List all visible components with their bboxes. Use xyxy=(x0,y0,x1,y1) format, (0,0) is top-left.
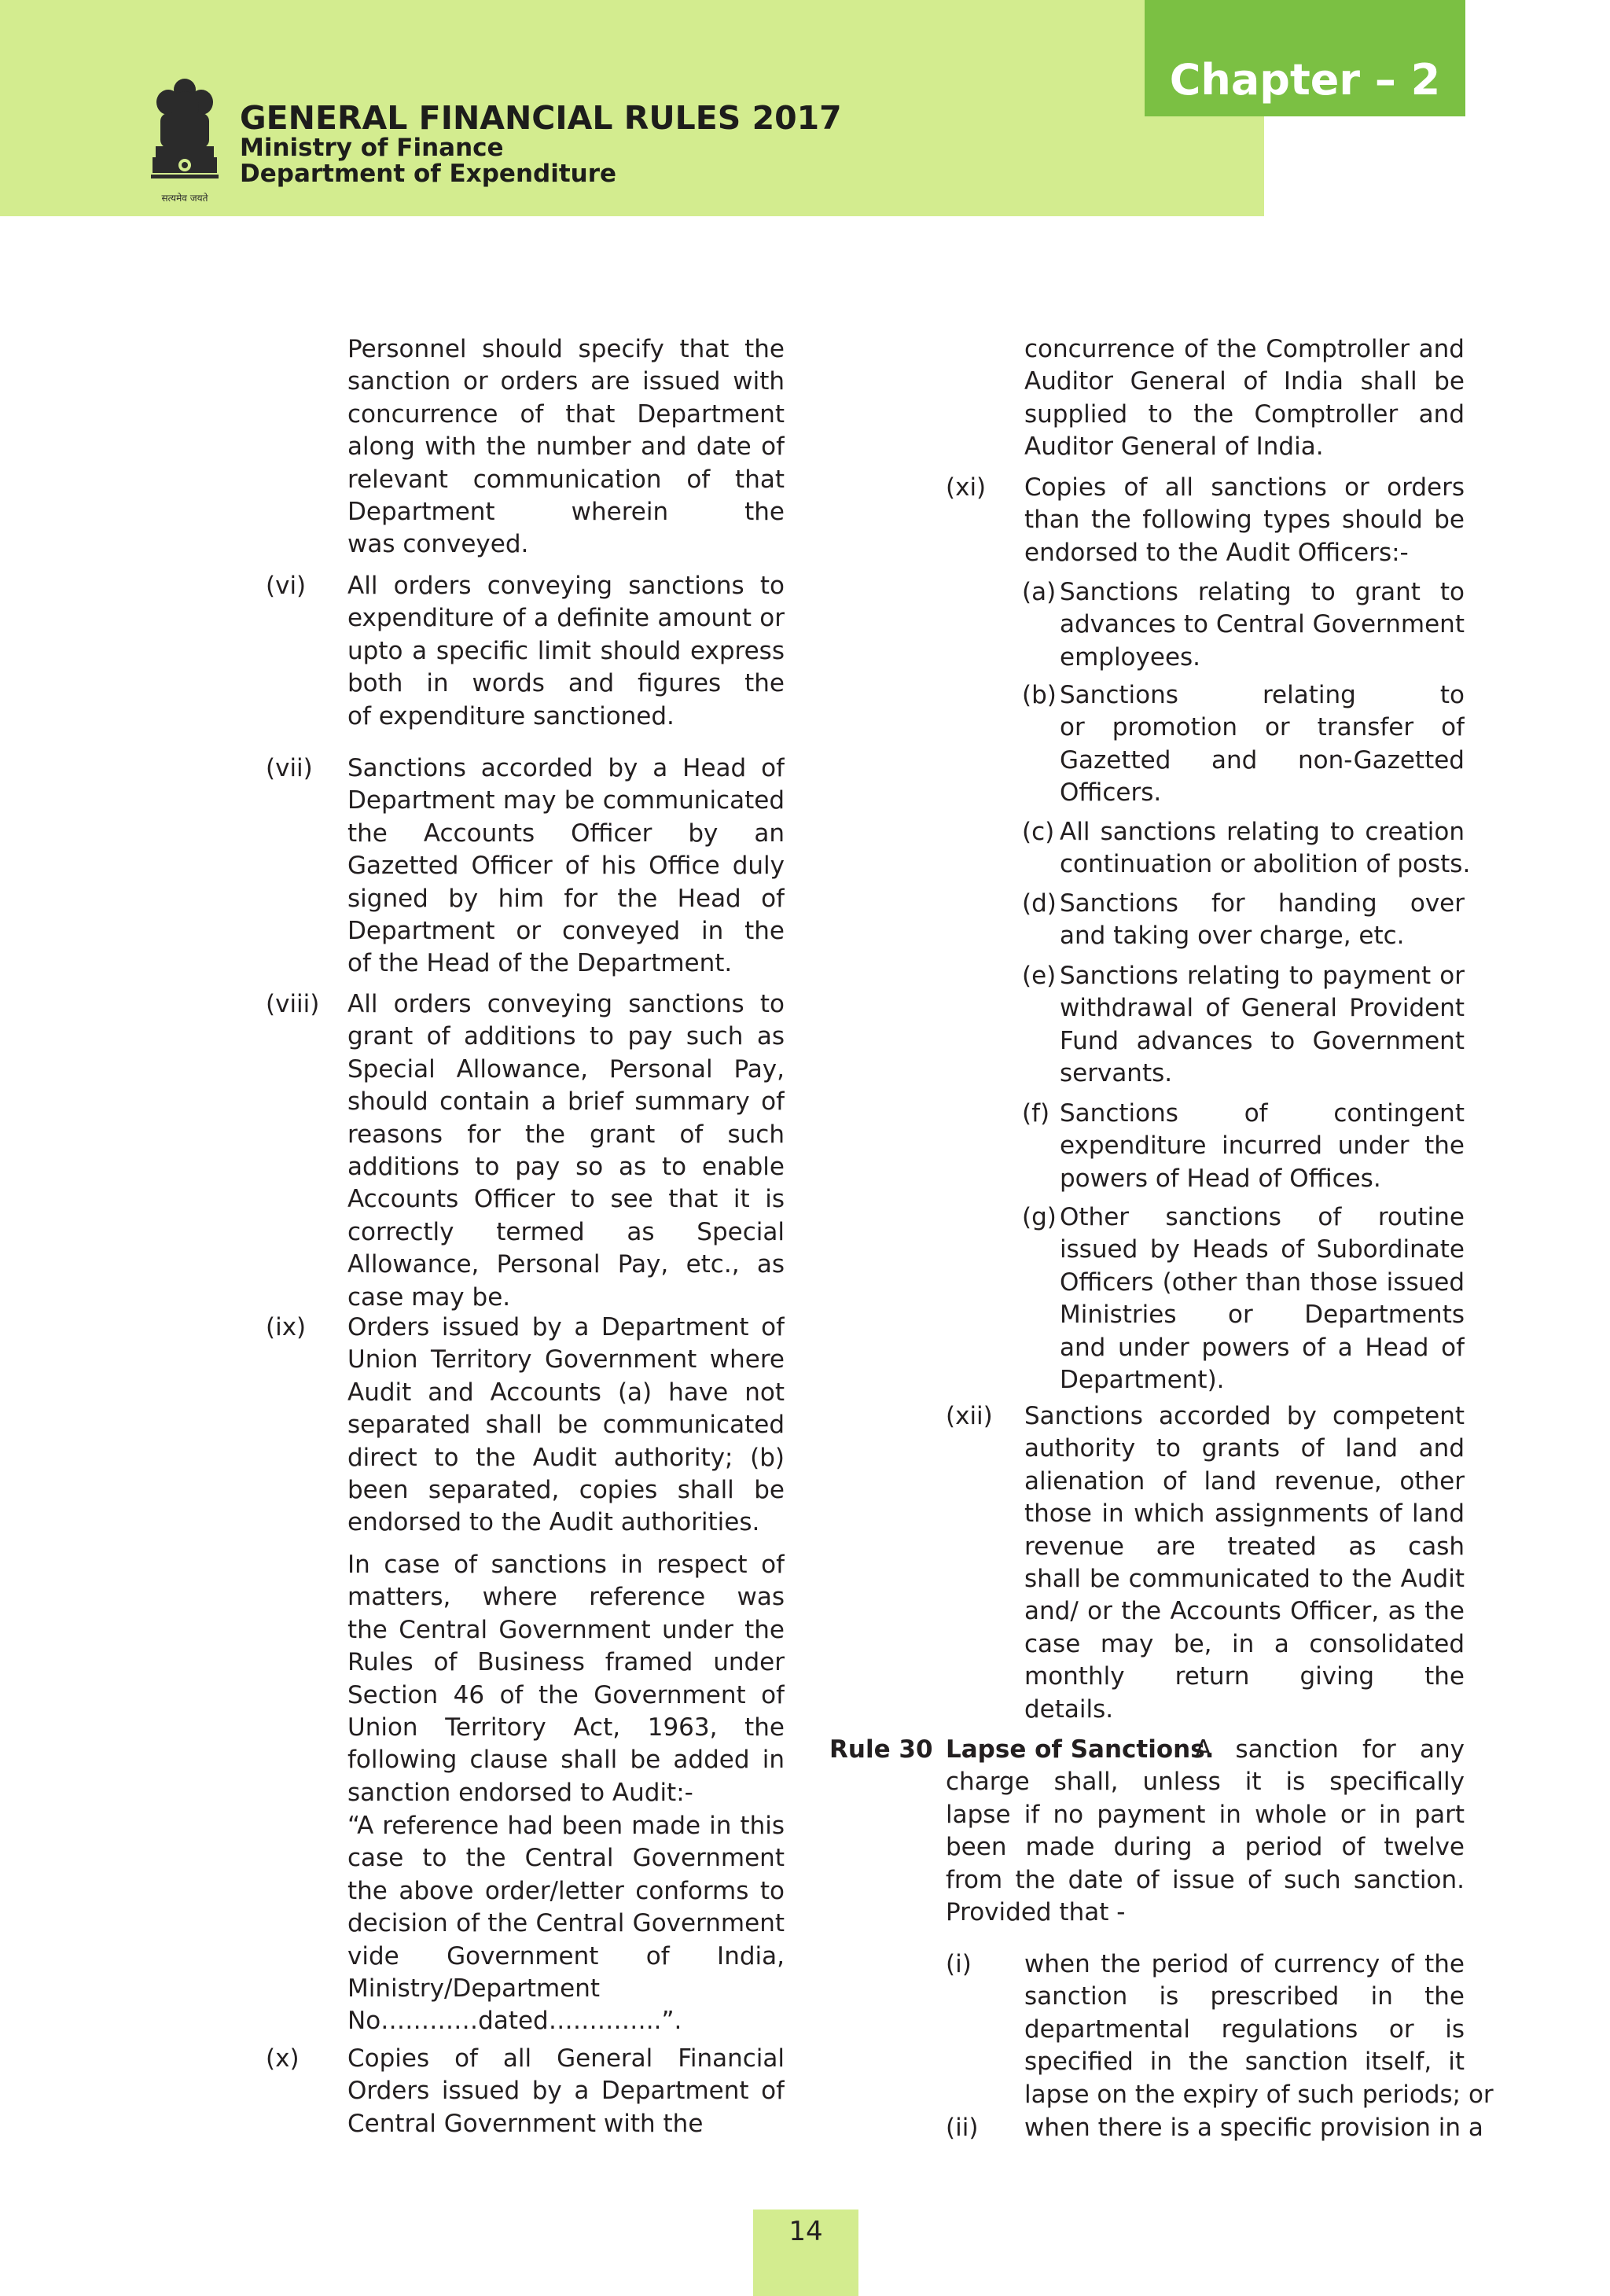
text-line: sanction endorsed to Audit:- xyxy=(347,1778,693,1807)
text-line: monthly return giving the xyxy=(1024,1662,1465,1691)
text-line: Department or conveyed in the xyxy=(347,917,785,945)
text-line: issued by Heads of Subordinate xyxy=(1060,1235,1465,1264)
text-line: endorsed to the Audit authorities. xyxy=(347,1508,760,1537)
text-line: Rules of Business framed under xyxy=(347,1648,785,1677)
text-line: Department may be communicated xyxy=(347,786,785,815)
text-line: Auditor General of India shall be xyxy=(1024,367,1465,396)
text-line: Provided that - xyxy=(946,1898,1126,1926)
text-line: when there is a specific provision in a xyxy=(1024,2114,1483,2142)
text-line: “A reference had been made in this xyxy=(347,1812,785,1840)
text-line: separated shall be communicated xyxy=(347,1411,785,1440)
department-name: Department of Expenditure xyxy=(240,160,617,188)
rule-number: Rule 30 xyxy=(829,1735,933,1764)
text-line: details. xyxy=(1024,1694,1114,1724)
item-marker: (g) xyxy=(1022,1203,1057,1231)
text-line: expenditure incurred under the xyxy=(1060,1131,1465,1161)
text-line: direct to the Audit authority; (b) xyxy=(347,1443,785,1472)
text-line: A sanction for any xyxy=(1195,1735,1465,1764)
text-line: Copies of all General Financial xyxy=(347,2044,785,2073)
text-line: Ministry/Department xyxy=(347,1974,601,2003)
text-line: both in words and figures the xyxy=(347,669,785,698)
text-line: was conveyed. xyxy=(347,530,529,559)
text-line: Auditor General of India. xyxy=(1024,432,1324,462)
item-marker: (f) xyxy=(1022,1099,1050,1128)
text-line: reasons for the grant of such xyxy=(347,1120,785,1149)
text-line: following clause shall be added in xyxy=(347,1746,785,1775)
text-line: or promotion or transfer of xyxy=(1060,713,1465,742)
text-line: Union Territory Government where xyxy=(347,1345,785,1374)
text-line: concurrence of the Comptroller and xyxy=(1024,335,1465,363)
text-line: All orders conveying sanctions to xyxy=(347,990,785,1018)
text-line: Other sanctions of routine xyxy=(1060,1203,1465,1231)
text-line: Special Allowance, Personal Pay, xyxy=(347,1054,785,1084)
text-line: from the date of issue of such sanction. xyxy=(946,1865,1465,1894)
item-marker: (xii) xyxy=(946,1402,993,1430)
text-line: Central Government with the xyxy=(347,2109,704,2138)
text-line: those in which assignments of land xyxy=(1024,1499,1465,1529)
text-line: when the period of currency of the xyxy=(1024,1950,1465,1978)
text-line: should contain a brief summary of xyxy=(347,1087,785,1117)
text-line: Gazetted Officer of his Office duly xyxy=(347,852,785,881)
text-line: All sanctions relating to creation xyxy=(1060,818,1465,846)
ministry-name: Ministry of Finance xyxy=(240,134,504,162)
item-marker: (ii) xyxy=(946,2114,979,2142)
text-line: continuation or abolition of posts. xyxy=(1060,850,1471,879)
item-marker: (x) xyxy=(266,2044,300,2073)
text-line: supplied to the Comptroller and xyxy=(1024,399,1465,429)
page-number: 14 xyxy=(788,2216,823,2247)
text-line: Sanctions relating to payment or xyxy=(1060,962,1465,990)
text-line: Sanctions relating to xyxy=(1060,681,1465,709)
text-line: In case of sanctions in respect of xyxy=(347,1551,785,1579)
text-line: Sanctions accorded by competent xyxy=(1024,1402,1465,1430)
text-line: endorsed to the Audit Officers:- xyxy=(1024,538,1409,567)
text-line: Audit and Accounts (a) have not xyxy=(347,1378,785,1407)
text-line: revenue are treated as cash xyxy=(1024,1532,1465,1561)
text-line: Department). xyxy=(1060,1366,1225,1394)
text-line: withdrawal of General Provident xyxy=(1060,994,1465,1023)
text-line: advances to Central Government xyxy=(1060,610,1465,639)
text-line: case to the Central Government xyxy=(347,1844,785,1873)
item-marker: (a) xyxy=(1022,578,1057,606)
text-line: Sanctions of contingent xyxy=(1060,1099,1465,1128)
text-line: correctly termed as Special xyxy=(347,1217,785,1246)
text-line: Officers. xyxy=(1060,778,1162,808)
text-line: specified in the sanction itself, it xyxy=(1024,2048,1465,2077)
text-line: Orders issued by a Department of xyxy=(347,1313,785,1341)
text-line: and/ or the Accounts Officer, as the xyxy=(1024,1597,1465,1626)
text-line: authority to grants of land and xyxy=(1024,1434,1465,1463)
text-line: powers of Head of Offices. xyxy=(1060,1164,1381,1193)
text-line: Sanctions for handing over xyxy=(1060,889,1465,918)
text-line: than the following types should be xyxy=(1024,506,1465,535)
text-line: and taking over charge, etc. xyxy=(1060,922,1405,951)
document-title: GENERAL FINANCIAL RULES 2017 xyxy=(240,99,842,137)
text-line: Allowance, Personal Pay, etc., as xyxy=(347,1250,785,1279)
text-line: relevant communication of that xyxy=(347,465,785,494)
text-line: the Accounts Officer by an xyxy=(347,819,785,848)
text-line: upto a specific limit should express xyxy=(347,636,785,665)
text-line: shall be communicated to the Audit xyxy=(1024,1565,1465,1593)
item-marker: (vi) xyxy=(266,572,307,600)
text-line: signed by him for the Head of xyxy=(347,884,785,913)
text-line: decision of the Central Government xyxy=(347,1909,785,1938)
item-marker: (viii) xyxy=(266,990,320,1018)
text-line: sanction is prescribed in the xyxy=(1024,1982,1465,2011)
text-line: of expenditure sanctioned. xyxy=(347,701,675,730)
text-line: alienation of land revenue, other xyxy=(1024,1466,1465,1496)
item-marker: (e) xyxy=(1022,962,1057,990)
text-line: Ministries or Departments xyxy=(1060,1301,1465,1330)
text-line: charge shall, unless it is specifically xyxy=(946,1768,1465,1797)
text-line: the Central Government under the xyxy=(347,1615,785,1644)
rule-title: Lapse of Sanctions. xyxy=(946,1735,1215,1764)
national-emblem-icon xyxy=(145,75,225,209)
text-line: Department wherein the xyxy=(347,498,785,526)
text-line: All orders conveying sanctions to xyxy=(347,572,785,600)
text-line: been made during a period of twelve xyxy=(946,1833,1465,1862)
text-line: departmental regulations or is xyxy=(1024,2015,1465,2044)
text-line: Accounts Officer to see that it is xyxy=(347,1185,785,1214)
text-line: of the Head of the Department. xyxy=(347,949,733,978)
text-line: lapse on the expiry of such periods; or xyxy=(1024,2080,1494,2109)
text-line: Officers (other than those issued xyxy=(1060,1268,1465,1297)
text-line: expenditure of a definite amount or xyxy=(347,604,785,633)
text-line: lapse if no payment in whole or in part xyxy=(946,1800,1465,1829)
item-marker: (ix) xyxy=(266,1313,307,1341)
text-line: employees. xyxy=(1060,642,1201,672)
text-line: Orders issued by a Department of xyxy=(347,2077,785,2106)
text-line: Fund advances to Government xyxy=(1060,1026,1465,1055)
text-line: vide Government of India, xyxy=(347,1941,785,1970)
text-line: Personnel should specify that the xyxy=(347,335,785,363)
text-line: Gazetted and non-Gazetted xyxy=(1060,745,1465,775)
text-line: Sanctions accorded by a Head of xyxy=(347,754,785,782)
item-marker: (i) xyxy=(946,1950,972,1978)
item-marker: (vii) xyxy=(266,754,313,782)
text-line: grant of additions to pay such as xyxy=(347,1022,785,1051)
text-line: matters, where reference was xyxy=(347,1583,785,1612)
chapter-label: Chapter – 2 xyxy=(1169,55,1441,105)
item-marker: (c) xyxy=(1022,818,1055,846)
text-line: and under powers of a Head of xyxy=(1060,1333,1465,1362)
item-marker: (d) xyxy=(1022,889,1057,918)
text-line: servants. xyxy=(1060,1059,1173,1088)
text-line: the above order/letter conforms to xyxy=(347,1876,785,1905)
text-line: case may be. xyxy=(347,1282,511,1312)
text-line: concurrence of that Department xyxy=(347,399,785,429)
svg-text:सत्यमेव जयते: सत्यमेव जयते xyxy=(161,193,208,204)
text-line: been separated, copies shall be xyxy=(347,1476,785,1504)
item-marker: (xi) xyxy=(946,473,987,502)
text-line: Copies of all sanctions or orders xyxy=(1024,473,1465,502)
text-line: Section 46 of the Government of xyxy=(347,1680,785,1709)
text-line: Union Territory Act, 1963, the xyxy=(347,1713,785,1742)
text-line: No…………dated…………..”. xyxy=(347,2007,682,2036)
text-line: additions to pay so as to enable xyxy=(347,1153,785,1181)
item-marker: (b) xyxy=(1022,681,1057,709)
text-line: Sanctions relating to grant to xyxy=(1060,578,1465,606)
text-line: sanction or orders are issued with xyxy=(347,367,785,396)
text-line: case may be, in a consolidated xyxy=(1024,1629,1465,1658)
text-line: along with the number and date of xyxy=(347,432,785,462)
